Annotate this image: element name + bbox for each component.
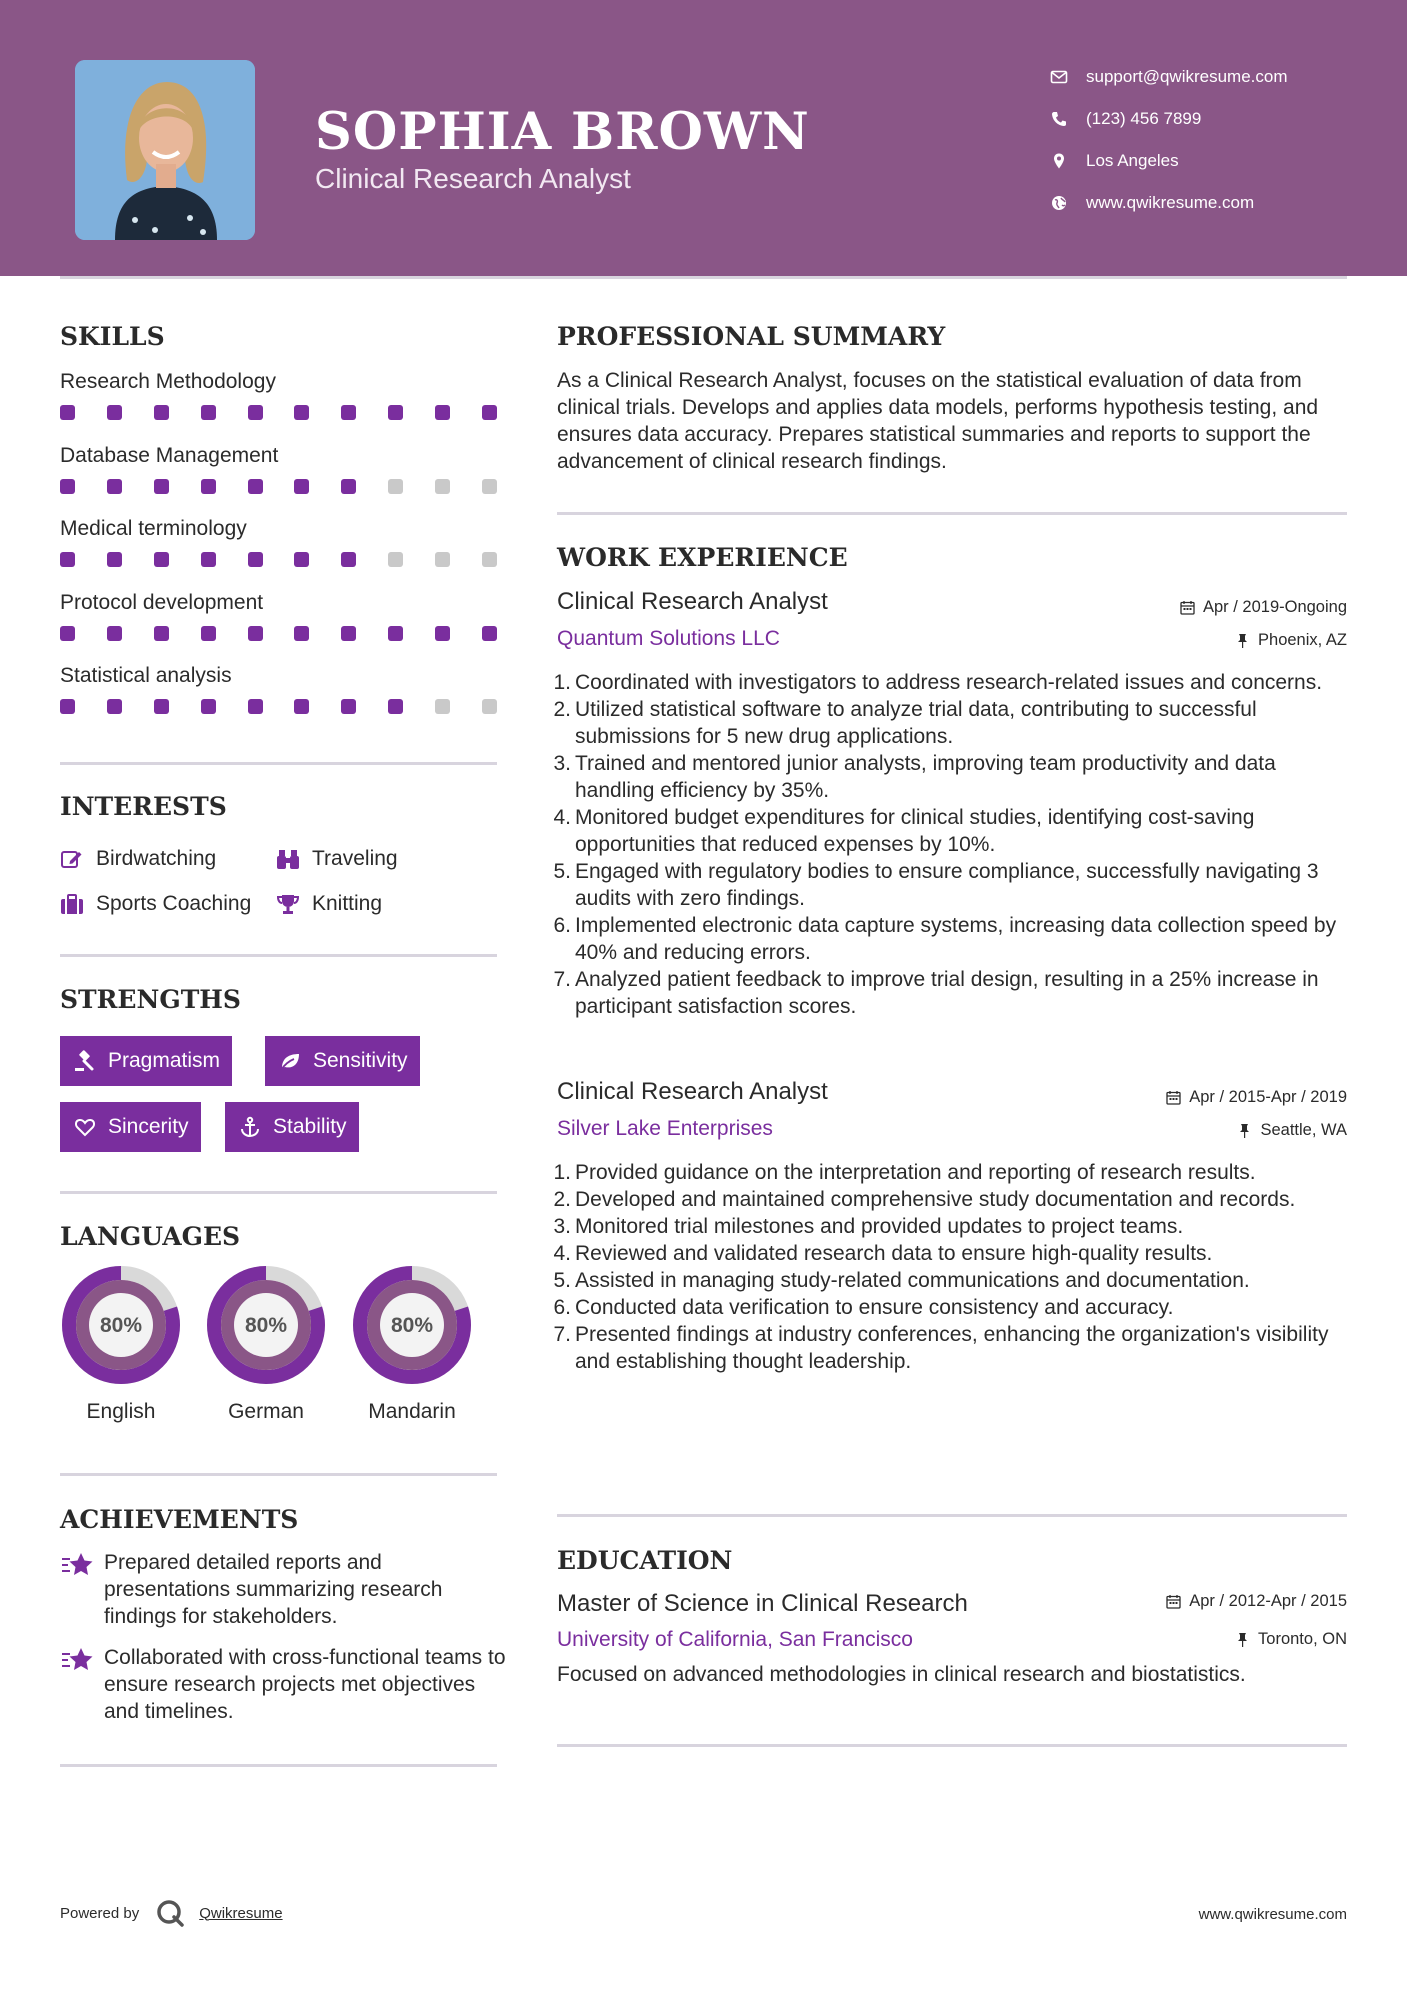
bullet-item: 1. Coordinated with investigators to address research-related issues and concerns. (553, 671, 1323, 694)
rating-dot-filled (201, 626, 216, 641)
candidate-role: Clinical Research Analyst (315, 163, 631, 194)
contact-phone[interactable] (1050, 98, 1288, 140)
language-percent-label: 80% (390, 1314, 434, 1337)
candidate-name: SOPHIA BROWN (315, 102, 810, 162)
job-dates-text: Apr / 2019-Ongoing (1202, 598, 1347, 616)
rating-dot-filled (201, 552, 216, 567)
contact-website[interactable] (1050, 182, 1288, 224)
bullet-item: 7. Analyzed patient feedback to improve trial design, resulting in a 25% increase in participant satisfaction scores. (553, 968, 1319, 1018)
summary-divider (557, 512, 1347, 515)
rating-dot-filled (388, 626, 403, 641)
rating-dot-filled (294, 405, 309, 420)
contact-email[interactable] (1050, 56, 1288, 98)
interests-title: INTERESTS (60, 792, 227, 821)
degree-title: Master of Science in Clinical Research (557, 1590, 968, 1617)
skill-rating (60, 405, 497, 420)
bullet-text: Implemented electronic data capture systems, increasing data collection speed by 40% and reducing errors. (575, 914, 1337, 964)
contact-website-text: www.qwikresume.com (1086, 193, 1255, 212)
achievement-text: Prepared detailed reports and presentations summarizing research findings for stakeholders. (104, 1551, 443, 1628)
skill-item (60, 367, 497, 441)
rating-dot-filled (60, 405, 75, 420)
contact-list (1050, 56, 1288, 224)
bullet-item: 1. Provided guidance on the interpretation and reporting of research results. (553, 1161, 1256, 1184)
job-dates (1180, 598, 1347, 617)
bullet-text: Trained and mentored junior analysts, improving team productivity and data handling efficiency by 35%. (575, 752, 1276, 802)
job-dates (1166, 1088, 1347, 1107)
language-progress-ring (205, 1264, 327, 1386)
skill-name: Protocol development (60, 590, 264, 614)
skills-title: SKILLS (60, 322, 165, 351)
rating-dot-filled (341, 405, 356, 420)
bullet-text: Provided guidance on the interpretation and reporting of research results. (575, 1161, 1256, 1184)
pushpin-icon (1237, 1123, 1252, 1138)
language-name: Mandarin (368, 1400, 456, 1423)
interest-label: Traveling (312, 846, 398, 870)
education-location (1235, 1630, 1347, 1649)
achievement-text: Collaborated with cross-functional teams to ensure research projects met objectives and timelines. (104, 1646, 506, 1723)
rating-dot-filled (341, 552, 356, 567)
job-dates-text: Apr / 2015-Apr / 2019 (1189, 1088, 1347, 1106)
rating-dot-empty (482, 699, 497, 714)
rating-dot-filled (388, 405, 403, 420)
header-divider (60, 276, 1347, 279)
education-dates (1166, 1592, 1347, 1611)
rating-dot-empty (435, 479, 450, 494)
rating-dot-empty (435, 699, 450, 714)
phone-icon (1050, 110, 1068, 128)
rating-dot-filled (154, 479, 169, 494)
contact-phone-text: (123) 456 7899 (1086, 109, 1202, 128)
bullet-item: 3. Monitored trial milestones and provided updates to project teams. (553, 1215, 1184, 1238)
qwikresume-logo-icon (155, 1898, 185, 1928)
strength-label: Stability (273, 1115, 347, 1138)
skill-rating (60, 479, 497, 494)
rating-dot-filled (482, 405, 497, 420)
education-location-text: Toronto, ON (1258, 1630, 1347, 1648)
skill-rating (60, 626, 497, 641)
education-title: EDUCATION (557, 1546, 733, 1575)
skill-item (60, 588, 497, 662)
bullet-text: Developed and maintained comprehensive study documentation and records. (575, 1188, 1296, 1211)
interests-list (60, 836, 398, 926)
interests-divider (60, 954, 497, 957)
summary-title: PROFESSIONAL SUMMARY (557, 322, 946, 351)
language-percent-label: 80% (99, 1314, 143, 1337)
language-progress-ring (60, 1264, 182, 1386)
skills-divider (60, 762, 497, 765)
rating-dot-filled (482, 626, 497, 641)
bullet-item: 7. Presented findings at industry conferences, enhancing the organization's visibility and establishing thought leadership. (553, 1323, 1329, 1373)
strength-chip (225, 1102, 359, 1152)
skill-item (60, 514, 497, 588)
bullet-item: 6. Conducted data verification to ensure consistency and accuracy. (553, 1296, 1174, 1319)
language-item (60, 1264, 182, 1424)
globe-icon (1050, 194, 1068, 212)
interest-label: Birdwatching (96, 846, 217, 870)
footer-url[interactable]: www.qwikresume.com (1198, 1906, 1347, 1923)
rating-dot-filled (107, 405, 122, 420)
star-icon (60, 1646, 94, 1674)
achievements-divider (60, 1764, 497, 1767)
language-percent-label: 80% (244, 1314, 288, 1337)
powered-by-text: Powered by (60, 1904, 140, 1922)
skill-item (60, 661, 497, 735)
job-location-text: Seattle, WA (1260, 1121, 1347, 1139)
strength-label: Pragmatism (108, 1049, 221, 1072)
skill-name: Database Management (60, 443, 279, 467)
bullet-text: Coordinated with investigators to address research-related issues and concerns. (575, 671, 1323, 694)
school-name: University of California, San Francisco (557, 1628, 913, 1651)
binoculars-icon (276, 848, 300, 870)
education-divider (557, 1744, 1347, 1747)
footer-brand-link[interactable]: Qwikresume (199, 1904, 283, 1922)
bullet-item: 2. Utilized statistical software to analyze trial data, contributing to successful submissions for 5 new drug applications. (553, 698, 1257, 748)
language-name: English (86, 1400, 156, 1423)
rating-dot-filled (294, 479, 309, 494)
rating-dot-filled (107, 626, 122, 641)
bullet-text: Presented findings at industry conferences, enhancing the organization's visibility and establishing thought leadership. (575, 1323, 1329, 1373)
calendar-icon (1166, 1090, 1181, 1105)
rating-dot-filled (60, 479, 75, 494)
bullet-text: Utilized statistical software to analyze trial data, contributing to successful submissions for 5 new drug applications. (575, 698, 1257, 748)
calendar-icon (1166, 1594, 1181, 1609)
rating-dot-empty (482, 552, 497, 567)
skills-list (60, 367, 497, 735)
bullet-text: Monitored budget expenditures for clinical studies, identifying cost-saving opportunities that reduced expenses by 10%. (575, 806, 1255, 856)
rating-dot-filled (248, 626, 263, 641)
rating-dot-filled (107, 479, 122, 494)
rating-dot-filled (435, 405, 450, 420)
rating-dot-filled (154, 552, 169, 567)
pushpin-icon (1235, 633, 1250, 648)
rating-dot-filled (154, 626, 169, 641)
strengths-title: STRENGTHS (60, 985, 241, 1014)
map-pin-icon (1050, 152, 1068, 170)
company-name: Quantum Solutions LLC (557, 627, 780, 650)
language-name: German (228, 1400, 304, 1423)
profile-photo (75, 60, 255, 240)
education-dates-text: Apr / 2012-Apr / 2015 (1189, 1592, 1347, 1610)
bullet-item: 3. Trained and mentored junior analysts, improving team productivity and data handling efficiency by 35%. (553, 752, 1276, 802)
strength-chip (265, 1036, 420, 1086)
interest-item (276, 847, 398, 871)
bullet-text: Assisted in managing study-related communications and documentation. (575, 1269, 1250, 1292)
rating-dot-filled (248, 552, 263, 567)
bullet-item: 5. Assisted in managing study-related communications and documentation. (553, 1269, 1250, 1292)
trophy-icon (276, 893, 300, 915)
bullet-item: 2. Developed and maintained comprehensive study documentation and records. (553, 1188, 1296, 1211)
leaf-icon (279, 1050, 301, 1072)
interest-item (60, 892, 276, 916)
job-bullets (553, 1159, 1357, 1375)
rating-dot-filled (201, 405, 216, 420)
job-location (1237, 1121, 1347, 1140)
rating-dot-filled (341, 626, 356, 641)
strength-label: Sensitivity (313, 1049, 408, 1072)
skill-name: Research Methodology (60, 370, 276, 393)
company-name: Silver Lake Enterprises (557, 1117, 773, 1140)
language-progress-ring (351, 1264, 473, 1386)
education-description: Focused on advanced methodologies in clinical research and biostatistics. (557, 1663, 1246, 1686)
job-title: Clinical Research Analyst (557, 588, 828, 615)
rating-dot-empty (388, 552, 403, 567)
anchor-icon (239, 1116, 261, 1138)
skill-rating (60, 552, 497, 567)
rating-dot-filled (154, 405, 169, 420)
briefcase-icon (60, 893, 84, 915)
rating-dot-filled (60, 699, 75, 714)
rating-dot-filled (201, 699, 216, 714)
contact-location (1050, 140, 1288, 182)
achievements-title: ACHIEVEMENTS (60, 1505, 299, 1534)
resume-header (0, 0, 1407, 276)
strength-chip (60, 1036, 232, 1086)
bullet-text: Reviewed and validated research data to ensure high-quality results. (575, 1242, 1213, 1265)
rating-dot-filled (248, 479, 263, 494)
job-location (1235, 631, 1347, 650)
bullet-text: Engaged with regulatory bodies to ensure compliance, successfully navigating 3 audits with zero findings. (575, 860, 1319, 910)
envelope-icon (1050, 68, 1068, 86)
bullet-text: Monitored trial milestones and provided updates to project teams. (575, 1215, 1184, 1238)
strength-label: Sincerity (108, 1115, 189, 1138)
job-location-text: Phoenix, AZ (1258, 631, 1347, 649)
gavel-icon (74, 1050, 96, 1072)
skill-item (60, 441, 497, 515)
experience-title: WORK EXPERIENCE (557, 543, 848, 572)
pushpin-icon (1235, 1632, 1250, 1647)
bullet-item: 4. Monitored budget expenditures for clinical studies, identifying cost-saving opportunities that reduced expenses by 10%. (553, 806, 1255, 856)
contact-location-text: Los Angeles (1086, 151, 1179, 170)
bullet-text: Analyzed patient feedback to improve trial design, resulting in a 25% increase in participant satisfaction scores. (575, 968, 1319, 1018)
calendar-icon (1180, 600, 1195, 615)
bullet-item: 4. Reviewed and validated research data to ensure high-quality results. (553, 1242, 1213, 1265)
skill-rating (60, 699, 497, 714)
rating-dot-filled (248, 405, 263, 420)
rating-dot-filled (341, 699, 356, 714)
rating-dot-filled (107, 552, 122, 567)
achievement-item (60, 1644, 510, 1725)
rating-dot-filled (294, 699, 309, 714)
job-title: Clinical Research Analyst (557, 1078, 828, 1105)
interest-label: Sports Coaching (96, 891, 252, 915)
rating-dot-filled (341, 479, 356, 494)
strength-chip (60, 1102, 201, 1152)
rating-dot-filled (107, 699, 122, 714)
experience-divider (557, 1514, 1347, 1517)
language-item (205, 1264, 327, 1424)
rating-dot-filled (294, 626, 309, 641)
rating-dot-filled (201, 479, 216, 494)
rating-dot-filled (60, 626, 75, 641)
interest-item (276, 892, 382, 916)
rating-dot-filled (294, 552, 309, 567)
heart-icon (74, 1116, 96, 1138)
bullet-text: Conducted data verification to ensure consistency and accuracy. (575, 1296, 1174, 1319)
portrait-illustration (75, 60, 255, 240)
edit-icon (60, 848, 84, 870)
rating-dot-filled (248, 699, 263, 714)
rating-dot-filled (60, 552, 75, 567)
rating-dot-empty (482, 479, 497, 494)
bullet-item: 6. Implemented electronic data capture systems, increasing data collection speed by 40% and reducing errors. (553, 914, 1337, 964)
rating-dot-filled (154, 699, 169, 714)
skill-name: Medical terminology (60, 517, 247, 540)
bullet-item: 5. Engaged with regulatory bodies to ensure compliance, successfully navigating 3 audits with zero findings. (553, 860, 1319, 910)
languages-title: LANGUAGES (60, 1222, 241, 1251)
interest-label: Knitting (312, 891, 383, 915)
star-icon (60, 1551, 94, 1579)
job-bullets (553, 669, 1357, 1020)
rating-dot-empty (435, 552, 450, 567)
achievement-item (60, 1549, 510, 1630)
languages-divider (60, 1473, 497, 1476)
rating-dot-filled (435, 626, 450, 641)
language-item (351, 1264, 473, 1424)
rating-dot-filled (388, 699, 403, 714)
contact-email-text: support@qwikresume.com (1086, 67, 1288, 86)
skill-name: Statistical analysis (60, 664, 232, 687)
footer-powered-by (60, 1898, 283, 1928)
interest-item (60, 847, 276, 871)
strengths-divider (60, 1191, 497, 1194)
summary-text: As a Clinical Research Analyst, focuses on the statistical evaluation of data from clinical trials. Develops and applies data models, performs hypothesis testing, and ensures data accuracy. Prepares statistical summaries and reports to support the advancement of clinical research findings. (557, 369, 1319, 473)
rating-dot-empty (388, 479, 403, 494)
